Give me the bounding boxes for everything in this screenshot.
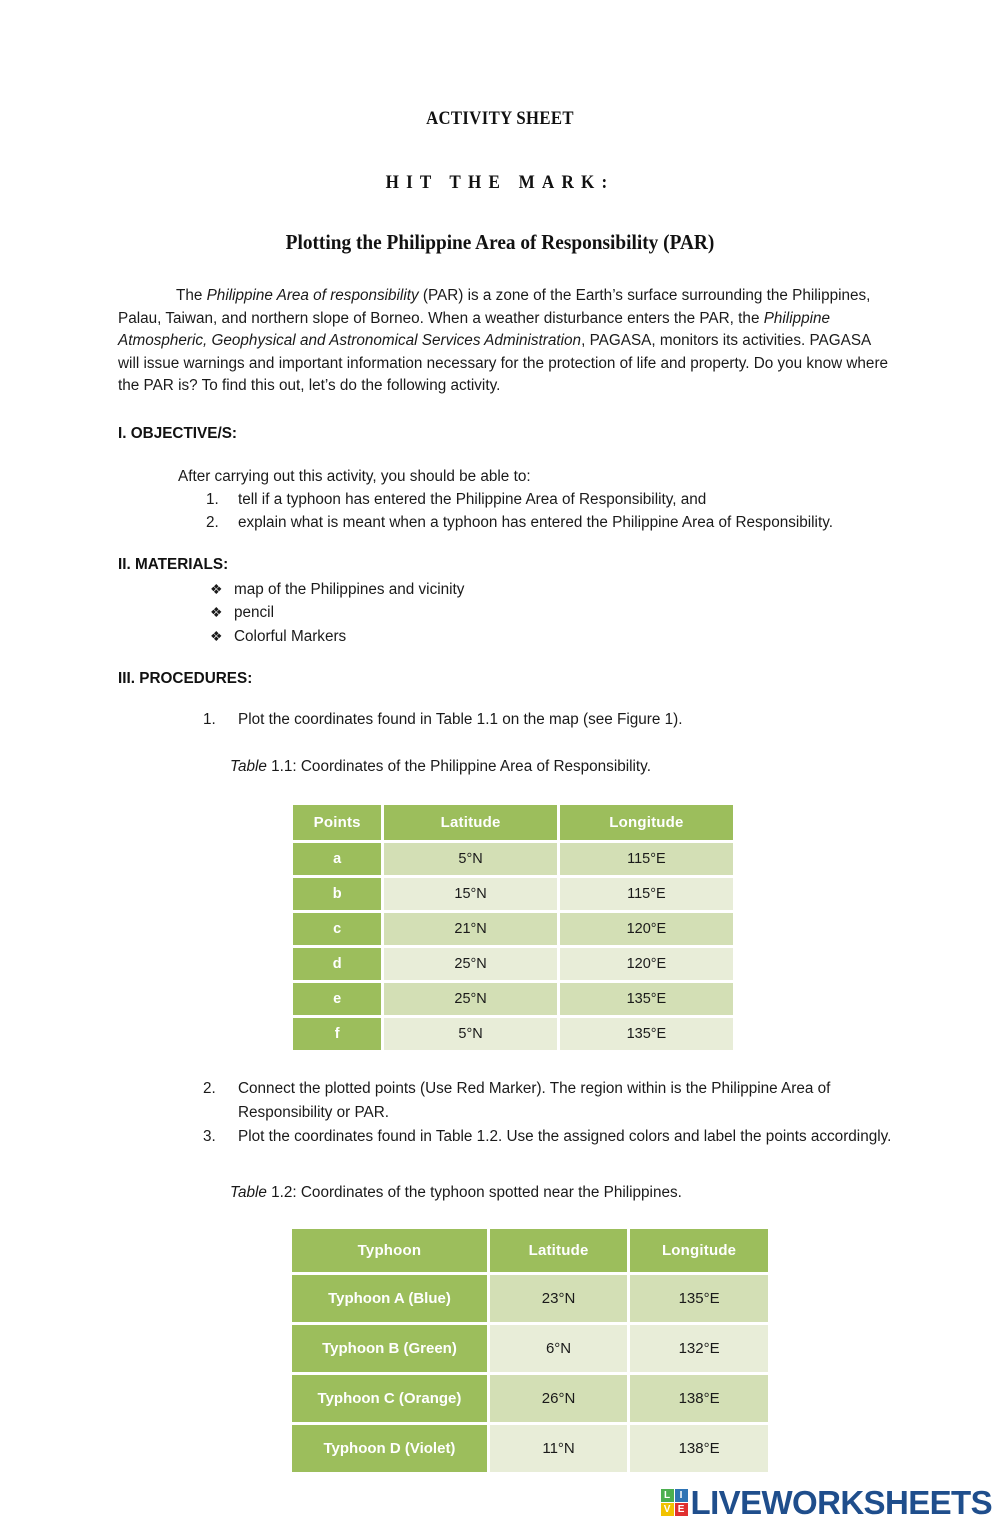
title-block <box>0 0 1000 255</box>
list-item <box>210 601 895 625</box>
caption-text: 1.1: Coordinates of the Philippine Area of Responsibility. <box>266 758 651 775</box>
table-header-row <box>293 805 733 840</box>
intro-paragraph <box>118 285 895 398</box>
cell-longitude: 138°E <box>630 1375 768 1422</box>
column-header-longitude: Longitude <box>630 1229 768 1272</box>
cell-point: d <box>293 948 381 980</box>
section-heading-objectives: I. OBJECTIVE/S: <box>118 424 237 442</box>
caption-label: Table <box>230 1184 267 1201</box>
list-item <box>206 488 895 511</box>
materials-list <box>210 578 895 649</box>
list-item <box>210 578 895 602</box>
procedure-number: 2. <box>203 1080 216 1097</box>
table-1-1-wrapper <box>0 802 1000 1053</box>
cell-latitude: 23°N <box>490 1275 627 1322</box>
cell-longitude: 132°E <box>630 1325 768 1372</box>
list-item <box>203 1125 895 1149</box>
table-header-row <box>292 1229 768 1272</box>
cell-longitude: 135°E <box>630 1275 768 1322</box>
list-item <box>206 511 895 534</box>
mark-letter-e: E <box>675 1503 688 1516</box>
intro-italic1: Philippine Area of responsibility <box>206 287 419 304</box>
cell-latitude: 11°N <box>490 1425 627 1472</box>
cell-latitude: 25°N <box>384 948 556 980</box>
content-area <box>0 285 1000 802</box>
table-1-2-wrapper <box>0 1226 1000 1475</box>
caption-label: Table <box>230 758 267 775</box>
content-area-lower <box>0 1077 1000 1226</box>
cell-latitude: 25°N <box>384 983 556 1015</box>
diamond-bullet-icon: ❖ <box>210 627 223 644</box>
table-coordinates-par <box>290 802 736 1053</box>
cell-longitude: 135°E <box>560 1018 733 1050</box>
cell-point: b <box>293 878 381 910</box>
page-subtitle: HIT THE MARK: <box>385 172 615 193</box>
cell-longitude: 120°E <box>560 948 733 980</box>
cell-latitude: 15°N <box>384 878 556 910</box>
section-heading-procedures: III. PROCEDURES: <box>118 670 253 687</box>
procedures-list-part1 <box>203 708 895 732</box>
liveworksheets-logo[interactable] <box>661 1486 992 1519</box>
section-heading-materials: II. MATERIALS: <box>118 555 229 573</box>
cell-point: f <box>293 1018 381 1050</box>
column-header-latitude: Latitude <box>384 805 556 840</box>
table-row <box>292 1325 768 1372</box>
caption-text: 1.2: Coordinates of the typhoon spotted near the Philippines. <box>266 1184 682 1201</box>
mark-letter-l: L <box>661 1489 674 1502</box>
procedure-number: 1. <box>203 711 216 728</box>
cell-longitude: 115°E <box>560 843 733 875</box>
brand-wordmark: LIVEWORKSHEETS <box>690 1484 992 1521</box>
objectives-lead: After carrying out this activity, you should be able to: <box>178 467 531 485</box>
table-header <box>293 805 733 840</box>
mark-letter-i: I <box>675 1489 688 1502</box>
objective-number: 1. <box>206 490 219 508</box>
cell-longitude: 138°E <box>630 1425 768 1472</box>
table-row <box>292 1375 768 1422</box>
table-1-1-caption <box>230 756 895 778</box>
list-item <box>210 625 895 649</box>
intro-part2: (PAR) is a zone of the Earth’s surface surrounding the Philippines, Palau, Taiwan, and northern slope of Borneo. When a weather disturbance enters the PAR, the <box>118 287 871 327</box>
cell-latitude: 6°N <box>490 1325 627 1372</box>
cell-latitude: 21°N <box>384 913 556 945</box>
cell-latitude: 5°N <box>384 1018 556 1050</box>
mark-letter-v: V <box>661 1503 674 1516</box>
spacer <box>118 732 895 756</box>
table-row <box>292 1425 768 1472</box>
objectives-list <box>206 488 895 534</box>
live-mark-icon <box>661 1489 688 1516</box>
table-row <box>293 948 733 980</box>
cell-point: e <box>293 983 381 1015</box>
material-text: Colorful Markers <box>234 627 347 645</box>
activity-heading: Plotting the Philippine Area of Responsibility (PAR) <box>285 230 715 254</box>
diamond-bullet-icon: ❖ <box>210 604 223 620</box>
cell-point: a <box>293 843 381 875</box>
cell-latitude: 26°N <box>490 1375 627 1422</box>
material-text: map of the Philippines and vicinity <box>234 580 465 598</box>
table-typhoon-coordinates <box>289 1226 771 1475</box>
list-item <box>203 708 895 732</box>
objective-text: tell if a typhoon has entered the Philippine Area of Responsibility, and <box>238 490 707 508</box>
list-item <box>203 1077 895 1125</box>
material-text: pencil <box>234 604 274 621</box>
objective-text: explain what is meant when a typhoon has entered the Philippine Area of Responsibility. <box>238 513 833 531</box>
intro-part1: The <box>176 287 207 304</box>
procedure-text: Plot the coordinates found in Table 1.1 on the map (see Figure 1). <box>238 711 683 728</box>
table-row <box>293 913 733 945</box>
cell-longitude: 120°E <box>560 913 733 945</box>
table-row <box>293 983 733 1015</box>
column-header-points: Points <box>293 805 381 840</box>
table-row <box>293 843 733 875</box>
procedure-text: Connect the plotted points (Use Red Marker). The region within is the Philippine Area of Responsibility or PAR. <box>238 1080 831 1121</box>
table-row <box>292 1275 768 1322</box>
intro-part3: , PAGASA, monitors its activities. PAGASA will issue warnings and important information necessary for the protection of life and property. Do you know where the PAR is? To find this out, let’s do the following activity. <box>118 332 889 394</box>
table-row <box>293 878 733 910</box>
cell-typhoon: Typhoon A (Blue) <box>292 1275 487 1322</box>
cell-longitude: 115°E <box>560 878 733 910</box>
table-body <box>293 843 733 1050</box>
cell-longitude: 135°E <box>560 983 733 1015</box>
column-header-typhoon: Typhoon <box>292 1229 487 1272</box>
procedure-number: 3. <box>203 1128 216 1145</box>
column-header-latitude: Latitude <box>490 1229 627 1272</box>
spacer <box>118 1204 895 1226</box>
cell-point: c <box>293 913 381 945</box>
procedure-text: Plot the coordinates found in Table 1.2. Use the assigned colors and label the points accordingly. <box>238 1128 892 1145</box>
page-title: ACTIVITY SHEET <box>426 108 574 129</box>
procedures-list-part2 <box>203 1077 895 1149</box>
diamond-bullet-icon: ❖ <box>210 580 223 597</box>
spacer <box>118 778 895 802</box>
objective-number: 2. <box>206 513 219 531</box>
intro-italic2: Philippine Atmospheric, Geophysical and Astronomical Services Administration <box>118 309 831 349</box>
spacer <box>118 1149 895 1182</box>
cell-typhoon: Typhoon B (Green) <box>292 1325 487 1372</box>
table-header <box>292 1229 768 1272</box>
table-body <box>292 1275 768 1472</box>
cell-latitude: 5°N <box>384 843 556 875</box>
cell-typhoon: Typhoon D (Violet) <box>292 1425 487 1472</box>
cell-typhoon: Typhoon C (Orange) <box>292 1375 487 1422</box>
column-header-longitude: Longitude <box>560 805 733 840</box>
table-1-2-caption <box>230 1182 895 1204</box>
table-row <box>293 1018 733 1050</box>
